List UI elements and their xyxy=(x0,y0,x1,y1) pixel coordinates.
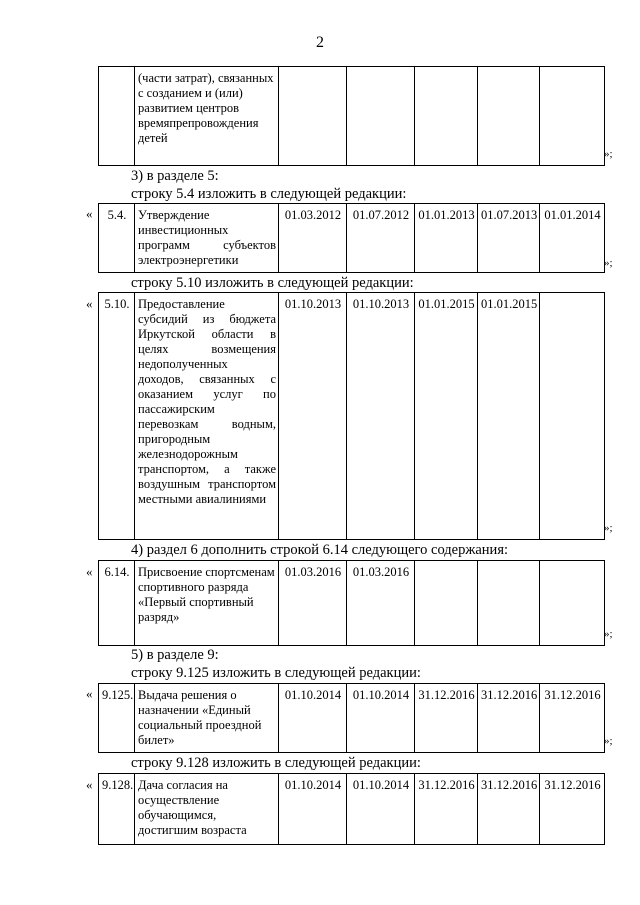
opening-quote: « xyxy=(86,686,93,701)
cell-date: 01.01.2014 xyxy=(540,204,605,273)
cell-date: 31.12.2016 xyxy=(478,684,540,753)
cell-date: 31.12.2016 xyxy=(478,774,540,845)
cell-date: 01.01.2015 xyxy=(415,293,478,540)
cell-date: 01.03.2016 xyxy=(347,561,415,646)
closing-quote: »; xyxy=(604,148,613,160)
cell-num: 5.4. xyxy=(99,204,135,273)
row-5-10-intro: строку 5.10 изложить в следующей редакции: xyxy=(131,275,414,291)
cell-num: 6.14. xyxy=(99,561,135,646)
cell-num xyxy=(99,67,135,166)
cell-description: Дача согласия на осуществление обучающимся, достигшим возраста xyxy=(135,774,279,845)
cell-num: 9.125. xyxy=(99,684,135,753)
table-row-9-125 xyxy=(98,683,605,753)
cell-description: (части затрат), связанных с созданием и (или) развитием центров времяпрепровождения детей xyxy=(135,67,279,166)
cell-description: Предоставление субсидий из бюджета Иркутской области в целях возмещения недополученных доходов, связанных с оказанием услуг по пассажирским перевозкам водным, пригородным железнодорожным транспортом, а также воздушным транспортом местными авиалиниями xyxy=(135,293,279,540)
page-number: 2 xyxy=(316,34,324,51)
closing-quote: »; xyxy=(604,257,613,269)
cell-description: Присвоение спортсменам спортивного разряда «Первый спортивный разряд» xyxy=(135,561,279,646)
cell-num: 9.128. xyxy=(99,774,135,845)
cell-date xyxy=(540,561,605,646)
cell-date: 01.10.2014 xyxy=(279,684,347,753)
row-5-4-intro: строку 5.4 изложить в следующей редакции: xyxy=(131,186,407,202)
cell-description: Выдача решения о назначении «Единый социальный проездной билет» xyxy=(135,684,279,753)
cell-date: 01.01.2015 xyxy=(478,293,540,540)
closing-quote: »; xyxy=(604,522,613,534)
cell-date: 01.07.2012 xyxy=(347,204,415,273)
cell-num: 5.10. xyxy=(99,293,135,540)
closing-quote: »; xyxy=(604,735,613,747)
table-row-6-14 xyxy=(98,560,605,646)
cell-date xyxy=(415,561,478,646)
cell-date: 01.10.2013 xyxy=(279,293,347,540)
cell-date: 31.12.2016 xyxy=(415,774,478,845)
cell-date: 01.10.2014 xyxy=(347,774,415,845)
cell-date: 31.12.2016 xyxy=(415,684,478,753)
cell-date: 01.10.2013 xyxy=(347,293,415,540)
table-row-9-128 xyxy=(98,773,605,845)
cell-date: 01.07.2013 xyxy=(478,204,540,273)
cell-date: 31.12.2016 xyxy=(540,684,605,753)
cell-date xyxy=(415,67,478,166)
table-row-5-4 xyxy=(98,203,605,273)
opening-quote: « xyxy=(86,206,93,221)
cell-date: 01.01.2013 xyxy=(415,204,478,273)
closing-quote: »; xyxy=(604,628,613,640)
cell-description: Утверждение инвестиционных программ субъектов электроэнергетики xyxy=(135,204,279,273)
item-4-heading: 4) раздел 6 дополнить строкой 6.14 следующего содержания: xyxy=(131,542,509,558)
cell-date xyxy=(540,67,605,166)
cell-date: 01.03.2016 xyxy=(279,561,347,646)
table-top-row xyxy=(98,66,605,166)
cell-date xyxy=(478,561,540,646)
row-9-128-intro: строку 9.128 изложить в следующей редакции: xyxy=(131,755,421,771)
cell-date: 01.03.2012 xyxy=(279,204,347,273)
cell-date: 01.10.2014 xyxy=(347,684,415,753)
item-3-heading: 3) в разделе 5: xyxy=(131,168,219,184)
cell-date xyxy=(347,67,415,166)
table-row-5-10 xyxy=(98,292,605,540)
row-9-125-intro: строку 9.125 изложить в следующей редакции: xyxy=(131,665,421,681)
cell-date: 01.10.2014 xyxy=(279,774,347,845)
cell-date: 31.12.2016 xyxy=(540,774,605,845)
cell-date xyxy=(279,67,347,166)
opening-quote: « xyxy=(86,564,93,579)
item-5-heading: 5) в разделе 9: xyxy=(131,647,219,663)
cell-date xyxy=(478,67,540,166)
opening-quote: « xyxy=(86,296,93,311)
opening-quote: « xyxy=(86,777,93,792)
cell-date xyxy=(540,293,605,540)
